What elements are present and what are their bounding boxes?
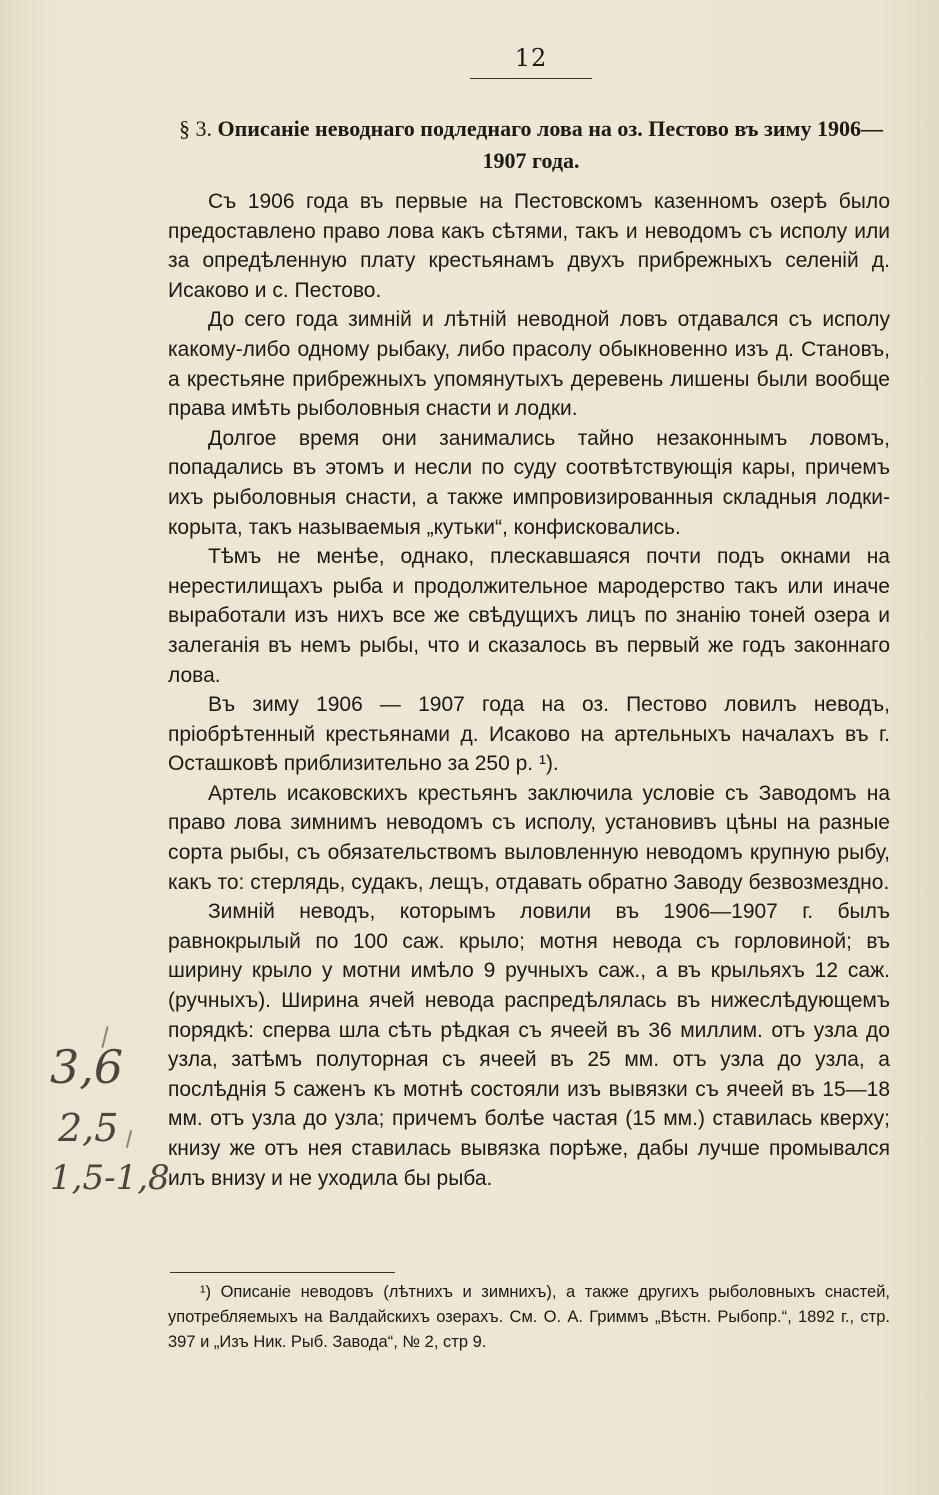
section-number: § 3.	[178, 116, 212, 141]
paragraph: Артель исаковскихъ крестьянъ заключила условіе съ Заводомъ на право лова зимнимъ неводомъ съ исполу, установивъ цѣны на разные сорта рыбы, съ обязательствомъ выловленную неводомъ крупную рыбу, какъ то: стерлядь, судакъ, лещъ, отдавать обратно Заводу безвозмездно.	[168, 781, 890, 894]
paragraph: Въ зиму 1906 — 1907 года на оз. Пестово ловилъ неводъ, пріобрѣтенный крестьянами д. Исаково на артельныхъ началахъ въ г. Осташковѣ приблизительно за 250 р. ¹).	[168, 693, 890, 776]
paragraph: До сего года зимній и лѣтній неводной ловъ отдавался съ исполу какому-либо одному рыбаку, либо прасолу обыкновенно изъ д. Становъ, а крестьяне прибрежныхъ упомянутыхъ деревень лишены были вообще права имѣть рыболовныя снасти и лодки.	[168, 308, 890, 421]
footnote-rule	[170, 1272, 395, 1273]
page-number-rule	[470, 78, 592, 79]
footnote	[168, 1280, 890, 1355]
margin-note: 1,5-1,8	[50, 1158, 170, 1198]
paragraph: Долгое время они занимались тайно незаконнымъ ловомъ, попадались въ этомъ и несли по суду соотвѣтствующія кары, причемъ ихъ рыболовныя снасти, а также импровизированныя складныя лодки-корыта, такъ называемыя „кутьки“, конфисковались.	[168, 426, 890, 539]
paragraph: Тѣмъ не менѣе, однако, плескавшаяся почти подъ окнами на нерестилищахъ рыба и продолжительное мародерство такъ или иначе выработали изъ нихъ все же свѣдущихъ лицъ по знанію тоней озера и залеганія въ немъ рыбы, что и сказалось въ первый же годъ законнаго лова.	[168, 545, 890, 687]
page-number-block	[470, 44, 592, 79]
page-number: 12	[514, 44, 548, 72]
pencil-mark	[126, 1130, 132, 1148]
footnote-text: ¹) Описаніе неводовъ (лѣтнихъ и зимнихъ), а также другихъ рыболовныхъ снастей, употребляемыхъ на Валдайскихъ озерахъ. См. О. А. Гриммъ „Вѣстн. Рыбопр.“, 1892 г., стр. 397 и „Изъ Ник. Рыб. Завода“, № 2, стр 9.	[168, 1283, 890, 1351]
paragraph: Зимній неводъ, которымъ ловили въ 1906—1907 г. былъ равнокрылый по 100 саж. крыло; мотня невода съ горловиной; въ ширину крыло у мотни имѣло 9 ручныхъ саж., а въ крыльяхъ 12 саж. (ручныхъ). Ширина ячей невода распредѣлялась въ нижеслѣдующемъ порядкѣ: сперва шла сѣть рѣдкая съ ячеей въ 36 миллим. отъ узла до узла, затѣмъ полуторная съ ячеей въ 25 мм. отъ узла до узла, а послѣднія 5 саженъ къ мотнѣ состояли изъ вывязки съ ячеей въ 15—18 мм. отъ узла до узла; причемъ болѣе частая (15 мм.) ставилась кверху; книзу же отъ нея ставилась вывязка порѣже, дабы лучше промывался илъ внизу и не уходила бы рыба.	[168, 900, 890, 1190]
margin-note: 3,6	[50, 1040, 124, 1094]
margin-note: 2,5	[58, 1106, 119, 1150]
section-title: Описаніе неводнаго подледнаго лова на оз. Пестово въ зиму 1906—1907 года.	[217, 116, 884, 173]
paragraph: Съ 1906 года въ первые на Пестовскомъ казенномъ озерѣ было предоставлено право лова какъ сѣтями, такъ и неводомъ съ исполу или за опредѣленную плату крестьянамъ двухъ прибрежныхъ селеній д. Исаково и с. Пестово.	[168, 190, 890, 302]
section-heading	[168, 113, 894, 177]
body-text	[168, 187, 890, 1193]
